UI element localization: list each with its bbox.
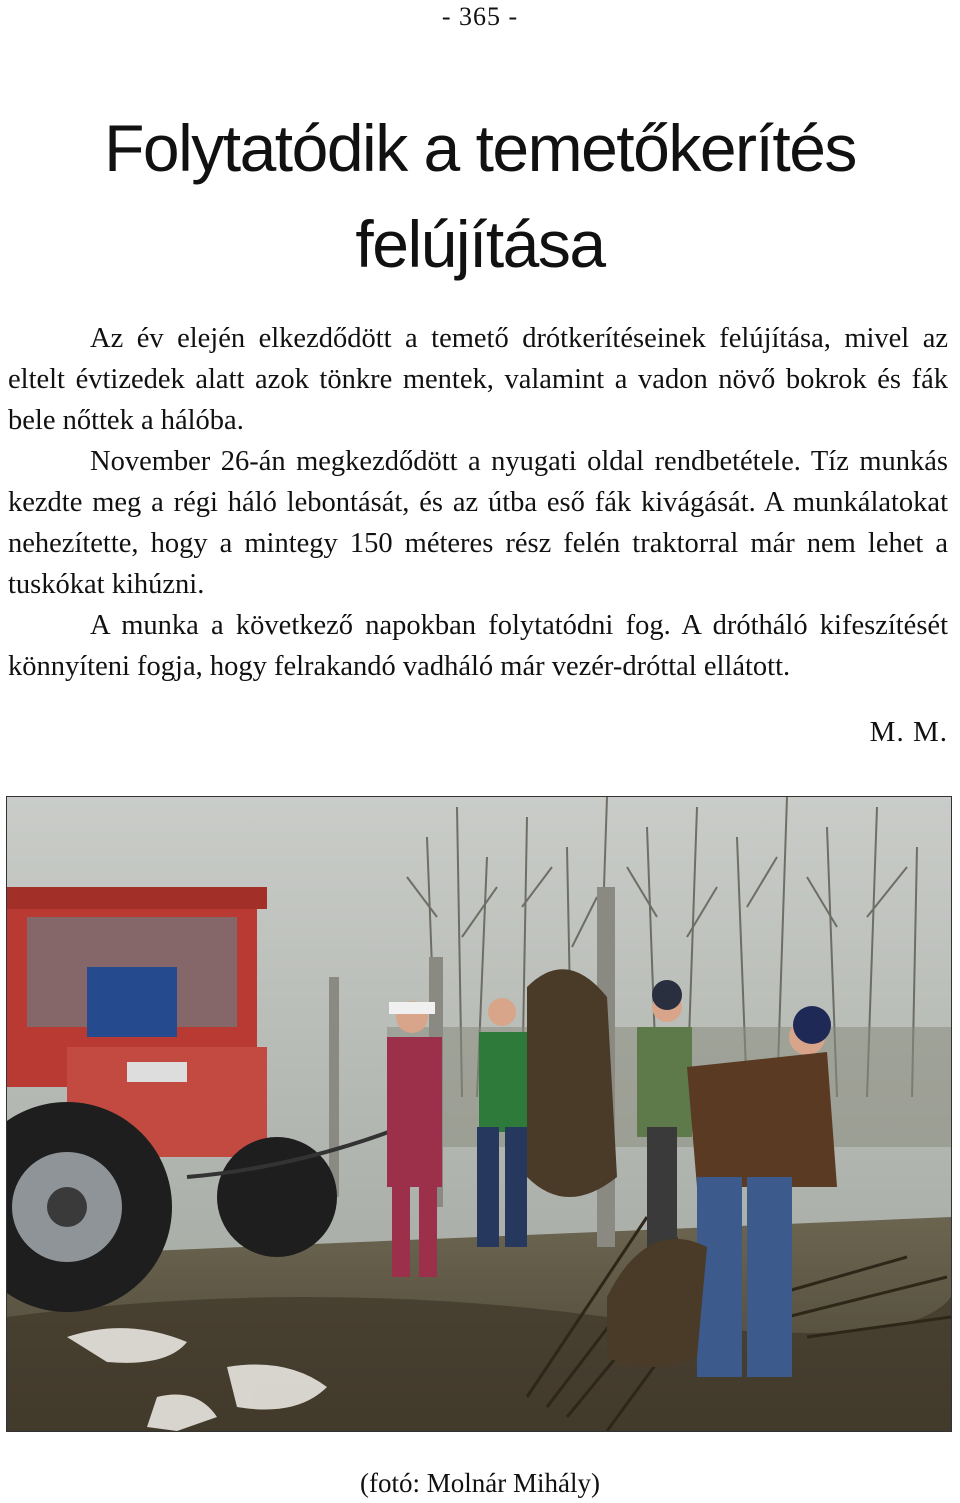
paragraph-3: A munka a következő napokban folytatódni fog. A drótháló kifeszítését könnyíteni fogja, hogy felrakandó vadháló már vezér-dróttal ellátott. <box>8 610 948 682</box>
photo-caption: (fotó: Molnár Mihály) <box>360 1468 600 1498</box>
page-number: - 365 - <box>441 2 519 31</box>
title-line-2: felújítása <box>355 207 605 281</box>
article-title <box>0 100 960 292</box>
article-photo <box>6 796 952 1432</box>
author-initials: M. M. <box>869 716 948 748</box>
photo-illustration <box>7 797 951 1431</box>
paragraph-1: Az év elején elkezdődött a temető drótkerítéseinek felújítása, mivel az eltelt évtizedek alatt azok tönkre mentek, valamint a vadon növő bokrok és fák bele nőttek a hálóba. <box>8 323 948 436</box>
title-line-1: Folytatódik a temetőkerítés <box>104 111 856 185</box>
article-body <box>8 318 948 687</box>
paragraph-2: November 26-án megkezdődött a nyugati oldal rendbetétele. Tíz munkás kezdte meg a régi háló lebontását, és az útba eső fák kivágását. A munkálatokat nehezítette, hogy a mintegy 150 méteres rész felén traktorral már nem lehet a tuskókat kihúzni. <box>8 446 948 600</box>
